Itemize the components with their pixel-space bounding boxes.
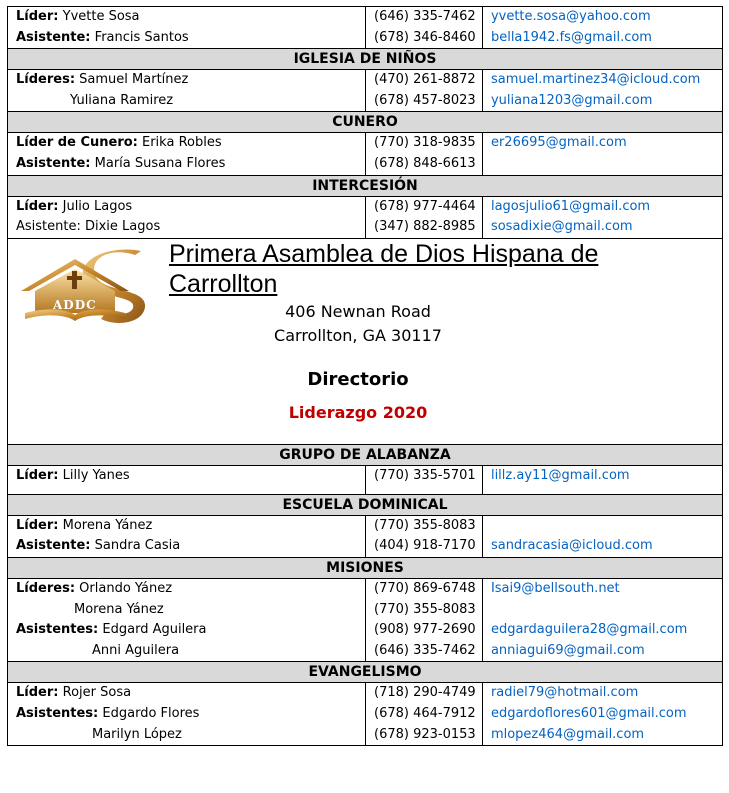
phones-cell <box>366 196 483 238</box>
section-cunero <box>8 133 723 175</box>
emails-cell <box>482 683 722 746</box>
person-name: Morena Yánez <box>74 601 164 617</box>
person-name: Orlando Yánez <box>79 580 173 596</box>
names-cell <box>8 196 366 238</box>
directory-page <box>7 6 723 746</box>
phone-number: (678) 464-7912 <box>374 705 476 721</box>
emails-cell <box>482 465 722 494</box>
person-name: Erika Robles <box>142 135 222 151</box>
person-line <box>16 620 359 641</box>
role-label: Asistentes: <box>16 622 99 638</box>
person-name: Yuliana Ramirez <box>70 92 174 108</box>
person-name: Yvette Sosa <box>62 9 140 24</box>
role-label: Líder: <box>16 9 59 24</box>
names-cell <box>8 683 366 746</box>
phones-cell <box>366 683 483 746</box>
email-link[interactable]: er26695@gmail.com <box>490 135 627 151</box>
phone-number: (646) 335-7462 <box>374 9 476 24</box>
person-line <box>16 725 359 746</box>
phone-number: (770) 355-8083 <box>374 517 476 533</box>
section-header-ninos: IGLESIA DE NIÑOS <box>8 49 723 70</box>
email-link[interactable]: sosadixie@gmail.com <box>490 219 633 235</box>
person-line <box>16 600 359 621</box>
email-link[interactable]: yvette.sosa@yahoo.com <box>490 9 651 24</box>
person-name: Anni Aguilera <box>92 642 180 658</box>
email-link[interactable]: edgardaguilera28@gmail.com <box>490 622 688 638</box>
role-label: Líder: <box>16 198 59 214</box>
phone-number: (770) 355-8083 <box>374 601 476 617</box>
email-link[interactable]: edgardoflores601@gmail.com <box>490 705 687 721</box>
church-name <box>169 239 598 299</box>
phone-number: (646) 335-7462 <box>374 642 476 658</box>
person-name: Rojer Sosa <box>62 685 132 701</box>
person-name: Sandra Casia <box>94 538 181 554</box>
directory-title: Directorio <box>307 368 409 390</box>
phones-cell <box>366 133 483 175</box>
email-link[interactable] <box>491 516 716 537</box>
person-name: Asistente: Dixie Lagos <box>16 219 161 235</box>
names-cell <box>8 7 366 49</box>
directory-table <box>7 6 723 746</box>
person-line <box>16 70 359 91</box>
person-name: Edgard Aguilera <box>102 622 207 638</box>
logo-text: ADDC <box>53 297 97 312</box>
person-name: Edgardo Flores <box>102 705 200 721</box>
section-header-alabanza: GRUPO DE ALABANZA <box>8 444 723 465</box>
email-link[interactable]: Isai9@bellsouth.net <box>490 580 620 596</box>
phone-number: (718) 290-4749 <box>374 685 476 701</box>
person-line <box>16 516 359 537</box>
person-name: María Susana Flores <box>94 155 226 171</box>
section-header-cunero: CUNERO <box>8 112 723 133</box>
email-link[interactable]: samuel.martinez34@icloud.com <box>490 72 701 88</box>
role-label: Asistente: <box>16 29 91 45</box>
address-line1: 406 Newnan Road <box>285 301 431 321</box>
role-label: Líder: <box>16 467 59 483</box>
section-header-dominical: ESCUELA DOMINICAL <box>8 494 723 515</box>
person-line <box>16 197 359 218</box>
person-line <box>16 28 359 49</box>
church-name-line2: Carrollton <box>169 269 278 298</box>
person-line <box>16 217 359 238</box>
phone-number: (678) 346-8460 <box>374 29 476 45</box>
email-link[interactable]: bella1942.fs@gmail.com <box>490 29 652 45</box>
phone-number: (678) 977-4464 <box>374 198 476 214</box>
names-cell <box>8 578 366 661</box>
person-name: Francis Santos <box>94 29 189 45</box>
person-name: Julio Lagos <box>62 198 133 214</box>
phone-number: (678) 848-6613 <box>374 155 476 171</box>
role-label: Asistentes: <box>16 705 99 721</box>
email-link[interactable]: lagosjulio61@gmail.com <box>490 198 651 214</box>
phones-cell <box>366 578 483 661</box>
emails-cell <box>482 7 722 49</box>
names-cell <box>8 133 366 175</box>
person-line <box>16 7 359 28</box>
section-dominical <box>8 515 723 557</box>
section-misiones <box>8 578 723 661</box>
names-cell <box>8 465 366 494</box>
person-name: Marilyn López <box>92 726 182 742</box>
phone-number: (347) 882-8985 <box>374 219 476 235</box>
email-link[interactable] <box>491 600 716 621</box>
role-label: Líder de Cunero: <box>16 135 138 151</box>
email-link[interactable]: lillz.ay11@gmail.com <box>490 467 630 483</box>
phone-number: (908) 977-2690 <box>374 622 476 638</box>
phone-number: (770) 318-9835 <box>374 135 476 151</box>
names-cell <box>8 70 366 112</box>
person-line <box>16 704 359 725</box>
email-link[interactable]: sandracasia@icloud.com <box>490 538 653 554</box>
phones-cell <box>366 515 483 557</box>
phones-cell <box>366 70 483 112</box>
phone-number: (678) 923-0153 <box>374 726 476 742</box>
person-name: Morena Yánez <box>62 517 153 533</box>
phone-number: (404) 918-7170 <box>374 538 476 554</box>
role-label: Asistente: <box>16 538 91 554</box>
role-label: Líder: <box>16 517 59 533</box>
role-label: Líder: <box>16 685 59 701</box>
names-cell <box>8 515 366 557</box>
role-label: Líderes: <box>16 580 76 596</box>
phones-cell <box>366 465 483 494</box>
person-line <box>16 154 359 175</box>
person-line <box>16 579 359 600</box>
section-evangelismo <box>8 683 723 746</box>
phone-number: (770) 869-6748 <box>374 580 476 596</box>
person-line <box>16 536 359 557</box>
address-line2: Carrollton, GA 30117 <box>274 325 442 345</box>
section-ninos <box>8 70 723 112</box>
section-header-evangelismo: EVANGELISMO <box>8 662 723 683</box>
person-line <box>16 683 359 704</box>
phone-number: (770) 335-5701 <box>374 467 476 483</box>
section-intercesion <box>8 196 723 238</box>
person-line <box>16 133 359 154</box>
phones-cell <box>366 7 483 49</box>
emails-cell <box>482 578 722 661</box>
emails-cell <box>482 515 722 557</box>
section-top <box>8 7 723 49</box>
church-info-block <box>8 238 723 444</box>
person-name: Samuel Martínez <box>79 72 189 88</box>
emails-cell <box>482 70 722 112</box>
church-name-line1: Primera Asamblea de Dios Hispana de <box>169 239 599 268</box>
phone-number: (678) 457-8023 <box>374 92 476 108</box>
email-link[interactable] <box>491 154 716 175</box>
directory-subtitle: Liderazgo 2020 <box>288 402 428 422</box>
emails-cell <box>482 133 722 175</box>
section-header-misiones: MISIONES <box>8 557 723 578</box>
person-name: Lilly Yanes <box>62 467 130 483</box>
person-line <box>16 91 359 112</box>
email-link[interactable]: yuliana1203@gmail.com <box>490 92 653 108</box>
email-link[interactable]: anniagui69@gmail.com <box>490 642 645 658</box>
section-header-intercesion: INTERCESIÓN <box>8 175 723 196</box>
person-line <box>16 466 359 487</box>
role-label: Líderes: <box>16 72 76 88</box>
role-label: Asistente: <box>16 155 91 171</box>
email-link[interactable]: radiel79@hotmail.com <box>490 685 639 701</box>
email-link[interactable]: mlopez464@gmail.com <box>490 726 645 742</box>
person-line <box>16 641 359 662</box>
emails-cell <box>482 196 722 238</box>
phone-number: (470) 261-8872 <box>374 72 476 88</box>
section-alabanza <box>8 465 723 494</box>
